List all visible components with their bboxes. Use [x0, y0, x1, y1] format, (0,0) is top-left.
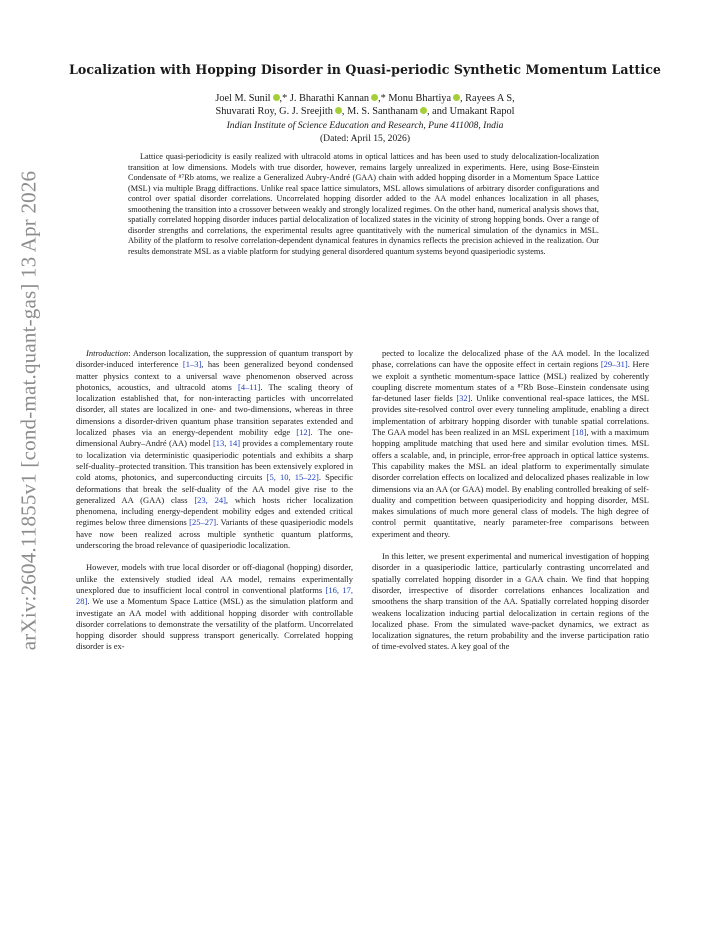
citation-link[interactable]: [18] [572, 427, 587, 438]
intro-paragraph [76, 348, 353, 551]
arxiv-identifier-text: arXiv:2604.11855v1 [cond-mat.quant-gas] 13 Apr 2026 [16, 170, 41, 650]
orcid-icon[interactable] [335, 107, 342, 114]
orcid-icon[interactable] [420, 107, 427, 114]
author-line-2 [60, 105, 670, 118]
text-run: . The scaling theory of localization established that, for non-interacting particles with uncorrelated disorder, all states are localized in one- and two-dimensions, whereas in three dimensions a disorder-driven quantum phase transition separates extended and localized phases via an energy-dependent mobility edge [76, 381, 354, 438]
author-list [60, 92, 670, 119]
author-name: J. Bharathi Kannan [287, 93, 370, 104]
citation-link[interactable]: [29–31] [600, 359, 628, 370]
text-run: . Variants of these quasiperiodic models have now been realized across multiple synthetic quantum platforms, underscoring the broad relevance of quasiperiodic localization. [76, 517, 353, 551]
author-name: M. S. Santhanam [344, 106, 419, 118]
citation-link[interactable]: [16, 17, 28] [76, 584, 353, 607]
text-run: . Specific deformations that break the self-duality of the AA model give rise to the generalized AA (GAA) class [76, 472, 353, 505]
author-mark: , [460, 93, 463, 104]
text-run: . The one-dimensional Aubry–André (AA) model [76, 427, 353, 449]
text-run: , has been generalized beyond condensed matter physics context to a universal wave phenomenon observed across photonics, acoustics, and ultracold atoms [76, 359, 353, 392]
affiliation: Indian Institute of Science Education and Research, Pune 411008, India [226, 120, 504, 131]
author-name: Monu Bhartiya [385, 93, 452, 104]
author-mark: , [341, 106, 345, 118]
citation-link[interactable]: [13, 14] [212, 438, 241, 449]
citation-link[interactable]: [5, 10, 15–22] [266, 472, 319, 483]
run-in-heading: Introduction [86, 348, 129, 358]
text-run: , with a maximum hopping amplitude matching that used here and similar evolution times. MSL offers a scalable, and, in principle, error-free approach in optical lattice systems. This capability makes the MSL an ideal platform to experimentally simulate disorder correlation effects on localized and delocalized phases realizable in low dimensions via an AA (or GAA) model. By enabling controlled breaking of self-duality and competition between quasiperiodicity and hopping disorder, MSL makes simulations of much more general class of models. The high degree of control permit quantitative, nearly parameter-free comparisons between experiment and theory. [372, 427, 649, 539]
left-column [76, 348, 353, 653]
author-name: Rayees A S, [462, 93, 515, 104]
citation-link[interactable]: [23, 24] [194, 494, 226, 505]
citation-link[interactable]: [1–3] [182, 359, 202, 370]
citation-link[interactable]: [4–11] [238, 381, 261, 392]
text-run: provides a complementary route to localization via deterministic quasiperiodic potentials and exhibits a sharp self-duality–protected transition. This transition has been extensively explored in cold atoms, photonics, and superconducting circuits [76, 438, 353, 483]
orcid-icon[interactable] [273, 94, 280, 101]
letter-overview-paragraph [372, 551, 649, 653]
text-run: . Here we exploit a synthetic momentum-space lattice (MSL) realized by coherently coupling discrete momentum states of a ⁸⁷Rb Bose–Einstein condensate using far-detuned laser fields [372, 359, 649, 404]
author-mark: ,* [378, 93, 386, 104]
paper-title: Localization with Hopping Disorder in Quasi-periodic Synthetic Momentum Lattice [69, 62, 661, 77]
body-paragraph [76, 562, 353, 652]
citation-link[interactable]: [32] [456, 393, 471, 404]
date-line: (Dated: April 15, 2026) [319, 133, 411, 144]
author-mark: ,* [279, 93, 288, 104]
text-run: pected to localize the delocalized phase of the AA model. In the localized phase, correlations can have the opposite effect in certain regions [372, 348, 649, 370]
author-name: Shuvarati Roy, G. J. Sreejith [215, 106, 333, 118]
citation-link[interactable]: [12] [296, 427, 311, 438]
author-name: Joel M. Sunil [215, 93, 271, 104]
author-mark: , [427, 106, 430, 118]
text-run: . Unlike conventional real-space lattices, the MSL provides site-resolved control over every tunneling amplitude, enabling a direct implementation of arbitrary hopping disorder with tunable spatial correlations. The GAA model has been realized in an MSL experiment [372, 393, 649, 438]
text-run: However, models with true local disorder or off-diagonal (hopping) disorder, unlike the extensively studied ideal AA model, remains experimentally unexplored due to insufficient local control in conventional platforms [76, 562, 353, 595]
arxiv-identifier-stamp [14, 150, 44, 670]
right-column [372, 348, 649, 653]
text-run: In this letter, we present experimental and numerical investigation of hopping disorder in a quasiperiodic lattice, particularly contrasting uncorrelated and spatially correlated hopping disorder in a GAA chain. We find that hopping disorder, irrespective of disorder correlations enhances localization and smoothens the sharp transition of the AA. Spatially correlated hopping disorder weakens localization inducing partial delocalization in certain regions of the localized phase. From the simulated wave-packet dynamics, we extract as localization signatures, the return probability and the inverse participation ratio of time-evolved states. A key goal of the [372, 551, 649, 652]
orcid-icon[interactable] [453, 94, 460, 101]
text-run: : Anderson localization, the suppression of quantum transport by disorder-induced interference [76, 348, 353, 370]
citation-link[interactable]: [25–27] [189, 517, 217, 528]
abstract: Lattice quasi-periodicity is easily realized with ultracold atoms in optical lattices and has been used to study delocalization-localization transition at low dimensions. Models with true disorder, however, remains largely unrealized in experiments. Here, using Bose-Einstein Condensate of ⁸⁷Rb atoms, we realize a Generalized Aubry-André (GAA) chain with added hopping disorder in a Momentum Space Lattice (MSL) via multiple Bragg diffractions. Unlike real space lattice simulators, MSL allows simulations of arbitrary disorder configurations and control over spatial disorder correlations. Uncorrelated hopping disorder added to the AA model enhances localization in all phases, smoothening the transition into a crossover between weakly and strongly localized regimes. On the other hand, numerical analysis shows that, spatially correlated hopping disorder induces partial delocalization of localized states in the vicinity of strong hopping bonds. Over a range of disorder strengths and correlations, the experimental results agree quantitatively with the numerical simulation of the dynamics in MSL. Ability of the platform to resolve correlation-dependent dynamical features in dynamics reflects the precision achieved in the realization. Our results demonstrate MSL as a viable platform for studying general disordered quantum systems beyond quasiperiodic systems. [128, 152, 599, 256]
body-paragraph [372, 348, 649, 540]
text-run: , which hosts richer localization phenomena, including energy-dependent mobility edges and extended critical regimes below three dimensions [76, 494, 353, 528]
author-line-1 [60, 92, 670, 105]
author-name: and Umakant Rapol [429, 106, 515, 118]
text-run: . We use a Momentum Space Lattice (MSL) as the simulation platform and investigate an AA model with additional hopping disorder with controllable disorder correlations to demonstrate the versatility of the platform. Uncorrelated hopping disorder should suppress transport generically. Correlated hopping disorder is ex- [76, 596, 353, 652]
